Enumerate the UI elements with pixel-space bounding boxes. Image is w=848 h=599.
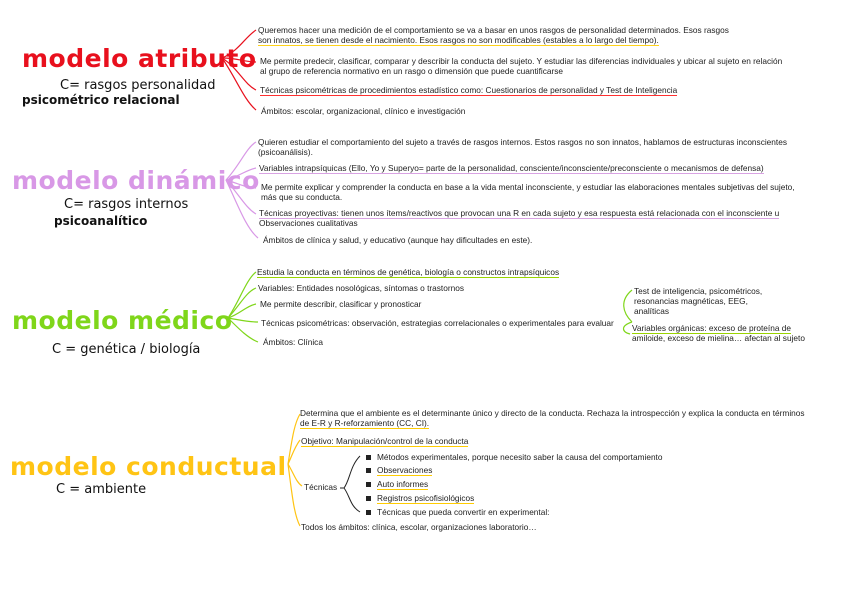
tecnica-item-5: Técnicas que pueda convertir en experimental: bbox=[366, 507, 550, 517]
model-title-dinamico: modelo dinámico bbox=[12, 166, 260, 195]
atributo-note-2: Me permite predecir, clasificar, comparar y describir la conducta del sujeto. Y estudiar las diferencias individuales y ubicar al sujeto en relación al grupo de referencia normativo en un rasgo o dimensión que puede cuantificarse bbox=[260, 56, 783, 76]
dinamico-note-1: Quieren estudiar el comportamiento del sujeto a través de rasgos internos. Estos rasgos no son innatos, hablamos de estructuras inconscientes (psicoanálisis). bbox=[258, 137, 787, 157]
tecnica-item-1: Métodos experimentales, porque necesito saber la causa del comportamiento bbox=[366, 452, 662, 462]
atributo-subtitle-2: psicométrico relacional bbox=[22, 93, 180, 107]
dinamico-subtitle: C= rasgos internos bbox=[64, 197, 189, 212]
medico-note-2: Variables: Entidades nosológicas, síntomas o trastornos bbox=[258, 283, 464, 293]
model-title-conductual: modelo conductual bbox=[10, 452, 287, 481]
conductual-note-2: Objetivo: Manipulación/control de la conducta bbox=[301, 436, 469, 446]
dinamico-subtitle-2: psicoanalítico bbox=[54, 214, 148, 228]
model-title-medico: modelo médico bbox=[12, 306, 233, 335]
conductual-note-1: Determina que el ambiente es el determinante único y directo de la conducta. Rechaza la introspección y explica la conducta en términos de E-R y R-reforzamiento (CC, CI). bbox=[300, 408, 805, 428]
dinamico-note-3: Me permite explicar y comprender la conducta en base a la vida mental inconsciente, y estudiar las elaboraciones mentales subjetivas del sujeto, más que su conducta. bbox=[261, 182, 795, 202]
medico-side-note-1: Test de inteligencia, psicométricos, resonancias magnéticas, EEG, analíticas bbox=[634, 286, 763, 316]
tecnicas-brace bbox=[340, 456, 360, 512]
conductual-subtitle: C = ambiente bbox=[56, 482, 147, 497]
medico-side-note-2: Variables orgánicas: exceso de proteína de amiloide, exceso de mielina… afectan al sujeto bbox=[632, 323, 805, 343]
medico-note-1: Estudia la conducta en términos de genética, biología o constructos intrapsíquicos bbox=[257, 267, 560, 277]
dinamico-note-2: Variables intrapsíquicas (Ello, Yo y Superyo= parte de la personalidad, consciente/inconsciente/preconsciente o mecanismos de defensa) bbox=[259, 163, 764, 173]
conductual-tecnicas-label: Técnicas bbox=[304, 482, 338, 492]
atributo-note-1: Queremos hacer una medición de el comportamiento se va a basar en unos rasgos de personalidad determinados. Esos rasgos son innatos, se tienen desde el nacimiento. Esos rasgos no son modificables (estables a lo largo del tiempo). bbox=[258, 25, 729, 45]
medico-subtitle: C = genética / biología bbox=[52, 342, 201, 357]
atributo-subtitle: C= rasgos personalidad bbox=[60, 78, 216, 93]
medico-note-5: Ámbitos: Clínica bbox=[263, 337, 323, 347]
tecnica-item-3: Auto informes bbox=[366, 479, 428, 489]
tecnica-item-4: Registros psicofisiológicos bbox=[366, 493, 474, 503]
model-title-atributo: modelo atributo bbox=[22, 44, 257, 73]
dinamico-note-4: Técnicas proyectivas: tienen unos ítems/reactivos que provocan una R en cada sujeto y esa respuesta está relacionada con el inconsciente u Observaciones cualitativas bbox=[259, 208, 780, 228]
atributo-note-3: Técnicas psicométricas de procedimientos estadístico como: Cuestionarios de personalidad y Test de Inteligencia bbox=[260, 85, 678, 95]
tecnica-item-2: Observaciones bbox=[366, 465, 432, 475]
medico-note-4: Técnicas psicométricas: observación, estrategias correlacionales o experimentales para evaluar bbox=[261, 318, 614, 328]
conductual-note-4: Todos los ámbitos: clínica, escolar, organizaciones laboratorio… bbox=[301, 522, 537, 532]
dinamico-note-5: Ámbitos de clínica y salud, y educativo (aunque hay dificultades en este). bbox=[263, 235, 533, 245]
conductual-brace bbox=[288, 414, 302, 526]
atributo-note-4: Ámbitos: escolar, organizacional, clínico e investigación bbox=[261, 106, 466, 116]
medico-note-3: Me permite describir, clasificar y pronosticar bbox=[260, 299, 422, 309]
